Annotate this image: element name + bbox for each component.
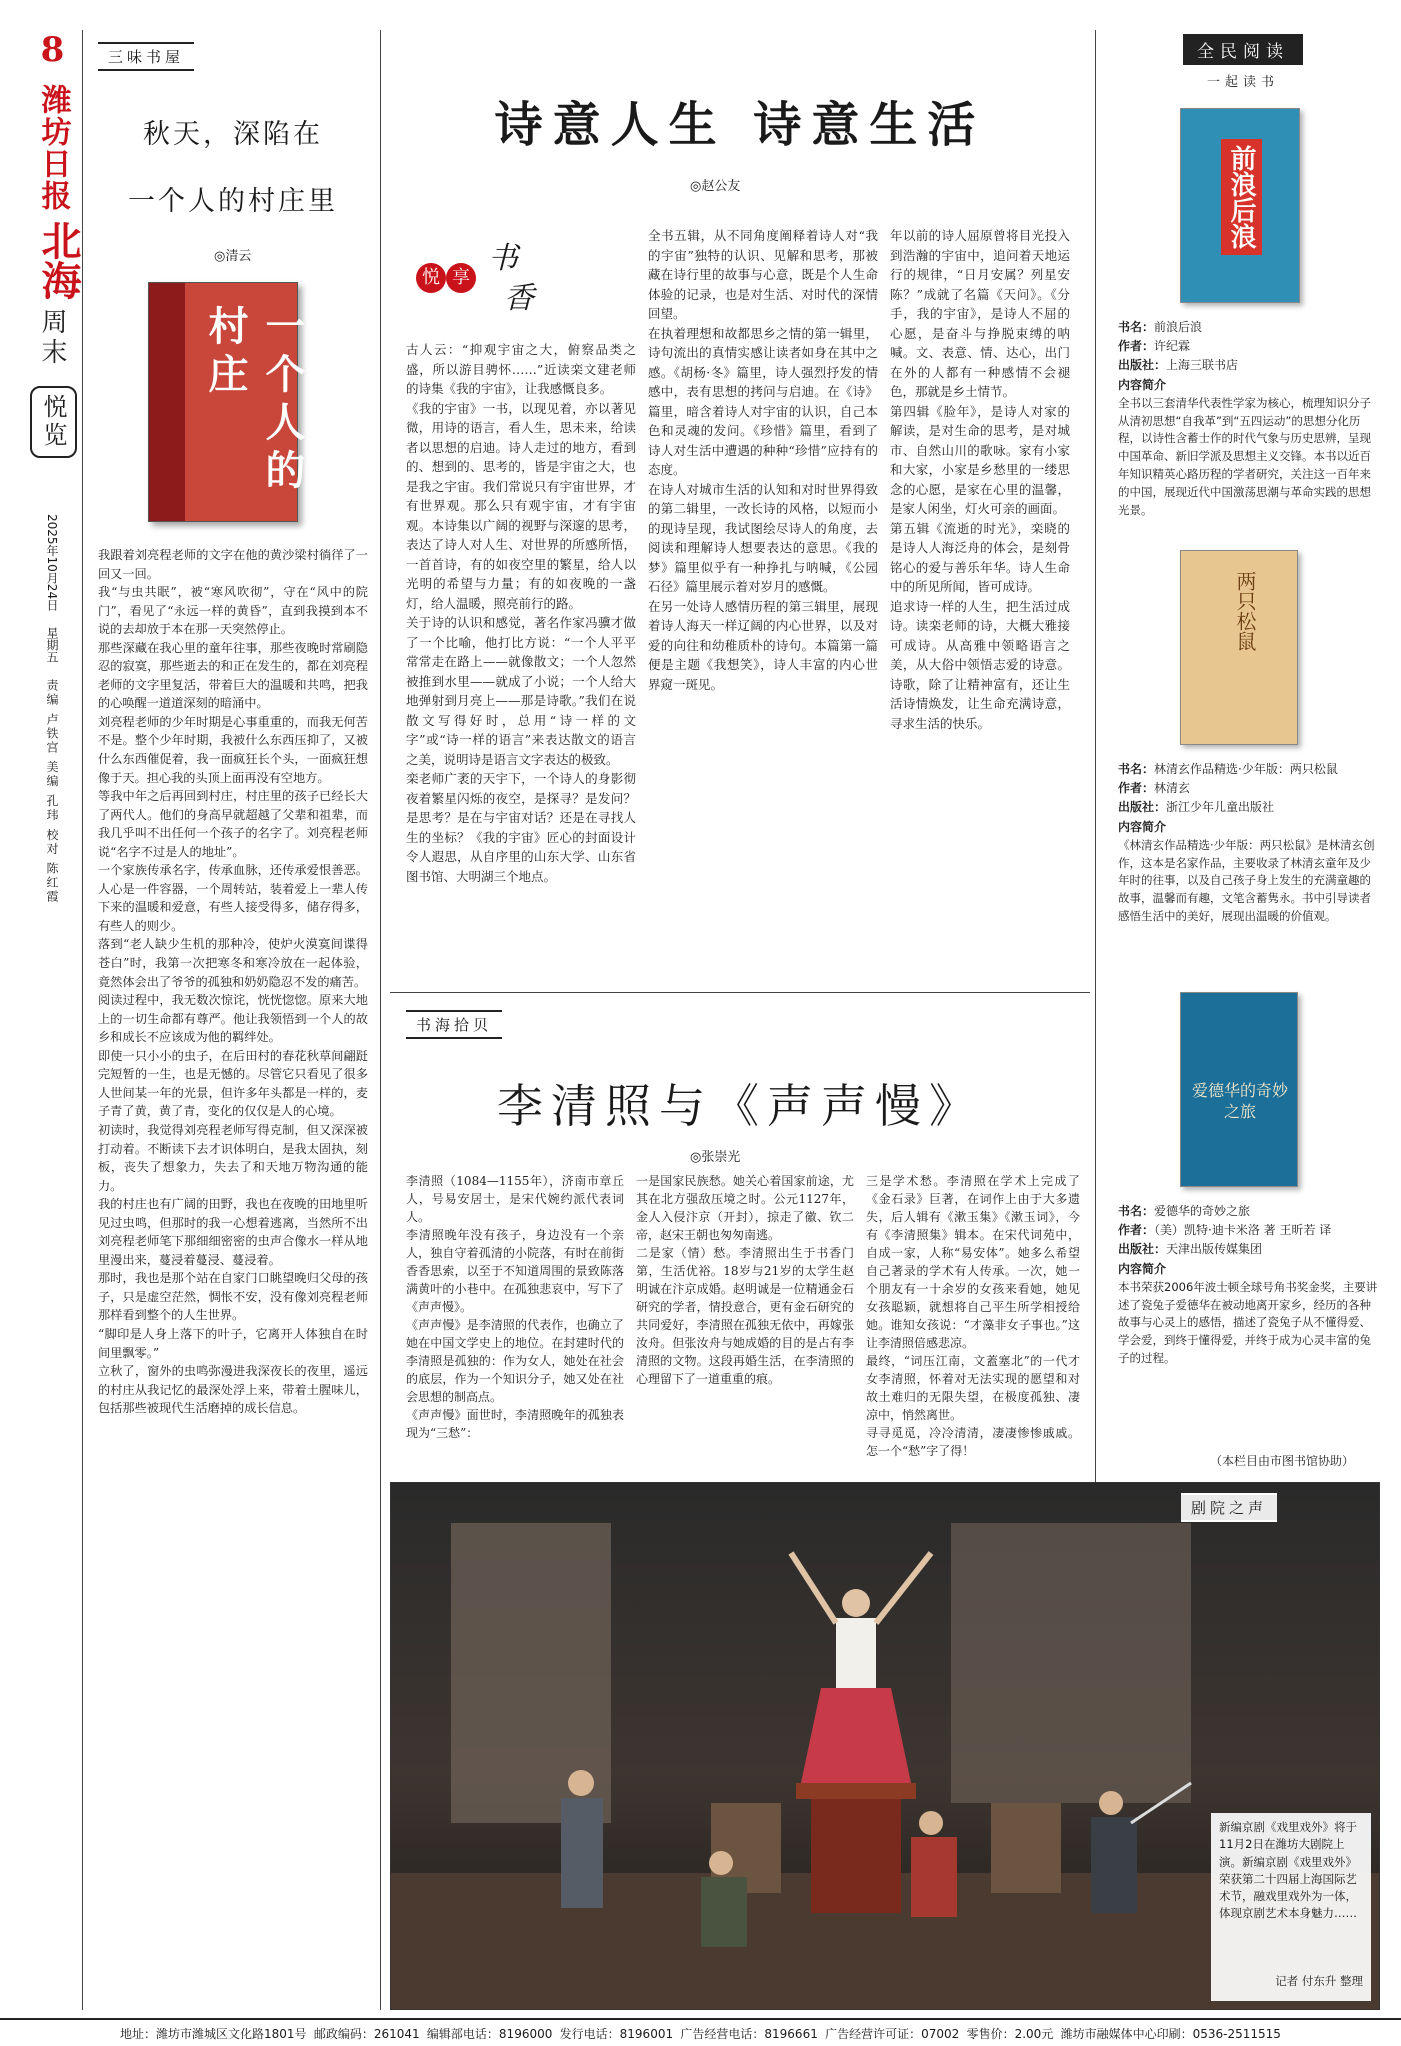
section-tag-sanwei: 三味书屋	[98, 42, 194, 71]
footer-address: 地址：潍坊市潍城区文化路1801号	[120, 2026, 307, 2041]
reading-column-credit: （本栏目由市图书馆协助）	[1210, 1454, 1355, 1468]
footer-editorial-phone: 编辑部电话：8196000	[426, 2026, 553, 2041]
theater-caption: 新编京剧《戏里戏外》将于11月2日在潍坊大剧院上演。新编京剧《戏里戏外》荣获第二十四届上海国际艺术节，融戏里戏外为一体，体现京剧艺术本身魅力……	[1219, 1820, 1357, 1921]
book-cover-image	[148, 282, 306, 522]
book-cover-qianlang: 前浪后浪	[1180, 108, 1300, 303]
footer-ad-phone: 广告经营电话：8196661	[680, 2026, 818, 2041]
supplement-small: 周末	[37, 308, 67, 368]
book-info-3: 书名：爱德华的奇妙之旅 作者：（美）凯特·迪卡米洛 著 王昕若 译 出版社：天津出版传媒集团 内容简介 本书荣获2006年波士顿全球号角书奖金奖，主要讲述了瓷兔子爱德华在被动地离开家乡，经历的各种故事与心灵上的感悟，描述了瓷兔子从不懂得爱、学会爱，到终于懂得爱，并终于成为心灵丰富的兔子的过程。	[1118, 1204, 1378, 1365]
main-article-author: ◎赵公友	[690, 179, 741, 194]
footer-printer: 潍坊市融媒体中心印刷：0536-2511515	[1060, 2026, 1281, 2041]
left-article-author: ◎清云	[214, 249, 252, 264]
stamp-char-4: 香	[504, 281, 534, 316]
issue-weekday: 星期五	[45, 627, 59, 664]
li-col-3: 三是学术愁。李清照在学术上完成了《金石录》巨著，在词作上由于大多遗失，后人辑有《漱玉集》《漱玉词》，今有《李清照集》辑本。在宋代词苑中，自成一家，人称“易安体”。她多么希望自己著录的学术有人传承。一次，她一个朋友有一十余岁的女孩来看她，她见女孩聪颖，就想将自己平生所学相授给她。谁知女孩说：“才藻非女子事也。”这让李清照倍感悲凉。 最终，“词压江南，文蓋塞北”的一代才女李清照，怀着对无法实现的愿望和对故土难归的无限失望，在极度孤独、凄凉中，悄然离世。 寻寻觅觅，冷冷清清，凄凄惨惨戚戚。怎一个“愁”字了得！	[866, 1174, 1080, 1458]
supplement-big: 北海	[35, 220, 82, 300]
main-col-3: 年以前的诗人屈原曾将目光投入到浩瀚的宇宙中，追问着天地运行的规律，“日月安属？列星安陈？”成就了名篇《天问》。《分手，我的宇宙》，是诗人不屈的心愿，是奋斗与挣脱束缚的呐喊。文、表意、情、达心，出门在外的人都有一种感情不会褪色，那就是乡土情节。 第四辑《脸年》，是诗人对家的解读，是对生命的思考，是对城市、自然山川的歌咏。家有小家和大家，小家是乡愁里的一缕思念的心愿，是家在心里的温馨，是家人闲坐，灯火可亲的画面。 第五辑《流逝的时光》，栾晓的是诗人人海泛舟的体会，是刻骨铭心的爱与善乐年华。诗人生命中的所见所闻，皆可成诗。 追求诗一样的人生，把生活过成诗。读栾老师的诗，大概大雅接可成诗。从高雅中领略语言之美，从大俗中领悟志爱的诗意。诗歌，除了让精神富有，还让生活诗情焕发，让生命充满诗意，寻求生活的快乐。	[890, 228, 1070, 731]
li-article-author: ◎张崇光	[690, 1150, 741, 1165]
editor-credits: 责编 卢铁宫 美编 孔玮 校对 陈红霞	[45, 679, 59, 905]
reading-column-header	[1108, 34, 1378, 90]
left-article-title: 秋天，深陷在 一个人的村庄里	[128, 119, 338, 217]
masthead	[30, 30, 82, 2010]
book-cover-title: 一个人的村庄	[202, 305, 306, 497]
issue-date: 2025年10月24日	[45, 514, 59, 612]
reading-column-title: 全民阅读	[1183, 34, 1303, 65]
page-footer	[0, 2018, 1401, 2046]
main-article-title: 诗意人生 诗意生活	[494, 97, 986, 153]
reading-column-subtitle: 一起读书	[1206, 75, 1279, 90]
book-info-1: 书名：前浪后浪 作者：许纪霖 出版社：上海三联书店 内容简介 全书以三套清华代表性学家为核心，梳理知识分子从清初思想“自我革”到“五四运动”的思想分化历程，以诗性含蓄士作的时代气象与历史思辨，呈现中国革命、新旧学派及思想主义交锋。本书以近百年知识精英心路历程的学者研究，关注这一百年来的中国，展现近代中国激荡思潮与革命实践的思想光景。	[1118, 320, 1371, 517]
theater-photo	[390, 1482, 1380, 2010]
section-tag-shuhai: 书海拾贝	[406, 1010, 502, 1039]
main-col-1: 古人云：“抑观宇宙之大，俯察品类之盛，所以游目骋怀……”近读栾文建老师的诗集《我的宇宙》，让我感慨良多。 《我的宇宙》一书，以现见着，亦以著见微，用诗的语言，看人生，思未来，给读者以思想的启迪。诗人走过的地方，看到的、想到的、思考的，皆是宇宙之大，也是我之宇宙。我们常说只有宇宙世界，才有世界观。那么只有观宇宙，才有宇宙观。本诗集以广阔的视野与深邃的思考，表达了诗人对人生、对世界的所感所悟，一首首诗，有的如夜空里的繁星，给人以光明的希望与力量；有的如夜晚的一盏灯，给人温暖，照亮前行的路。 关于诗的认识和感觉，著名作家冯骥才做了一个比喻，他打比方说：“一个人平平常常走在路上——就像散文；一个人忽然被推到水里——就成了小说；一个人给大地弹射到月亮上——那是诗歌。”我们在说散文写得好时，总用“诗一样的文字”或“诗一样的语言”来表达散文的语言之美，说明诗是语言文字表达的极致。 栾老师广袤的天宇下，一个诗人的身影彻夜着繁星闪烁的夜空，是探寻？是发问？是思考？是在与宇宙对话？还是在寻找人生的坐标？《我的宇宙》匠心的封面设计令人遐思，从自序里的山东大学、山东省图书馆、大明湖三个地点。	[406, 342, 636, 884]
footer-price: 零售价：2.00元	[966, 2026, 1054, 2041]
book-cover-aidehua: 爱德华的奇妙之旅	[1180, 992, 1298, 1187]
book-cover-liangzhisongshu: 两只松鼠	[1180, 550, 1298, 745]
li-col-1: 李清照（1084—1155年），济南市章丘人，号易安居士，是宋代婉约派代表词人。 李清照晚年没有孩子，身边没有一个亲人，独自守着孤清的小院落，有时在前街香香思索，以至于不知道周围的景致陈落满黄叶的小巷中。在孤独悲哀中，写下了《声声慢》。 《声声慢》是李清照的代表作，也确立了她在中国文学史上的地位。在封建时代的李清照是孤独的：作为女人，她处在社会的底层，作为一个知识分子，她又处在社会思想的制高点。 《声声慢》面世时，李清照晚年的孤独表现为“三愁”：	[406, 1174, 624, 1440]
li-article-title: 李清照与《声声慢》	[497, 1079, 983, 1133]
footer-postcode: 邮政编码：261041	[313, 2026, 420, 2041]
theater-caption-box	[1211, 1813, 1371, 2001]
theater-reporter: 记者 付东升 整理	[1275, 1974, 1363, 1988]
stamp-char-3: 书	[488, 241, 518, 276]
page-number: 8	[40, 30, 65, 70]
stamp-char-1: 悦	[416, 263, 446, 293]
li-col-2: 一是国家民族愁。她关心着国家前途，尤其在北方强敌压境之时。公元1127年，金人入侵汴京（开封），掠走了徽、钦二帝，赵宋王朝也匆匆南逃。 二是家（情）愁。李清照出生于书香门第，生活优裕。18岁与21岁的太学生赵明诚在汴京成婚。赵明诚是一位精通金石研究的学者，情投意合，更有金石研究的共同爱好，李清照在孤独无依中，再嫁张汝舟。但张汝舟与她成婚的目的是占有李清照的文物。这段再婚生活，在李清照的心理留下了一道重重的痕。	[636, 1174, 854, 1386]
stamp-char-2: 享	[446, 263, 476, 293]
section-tag-juyuan: 剧院之声	[1181, 1493, 1277, 1522]
yuexiang-stamp	[408, 225, 548, 330]
section-name: 悦览	[30, 386, 77, 458]
footer-distribution-phone: 发行电话：8196001	[559, 2026, 674, 2041]
main-col-2: 全书五辑，从不同角度阐释着诗人对“我的宇宙”独特的认识、见解和思考，那被藏在诗行里的故事与心意，既是个人生命体验的记录，也是对生活、对时代的深情回望。 在执着理想和故都思乡之情的第一辑里，诗句流出的真情实感让读者如身在其中之感。《胡杨·冬》篇里，诗人强烈抒发的情感中，表有思想的拷问与启迪。在《诗》篇里，暗含着诗人对宇宙的认识，自己本色和灵魂的发问。《珍惜》篇里，看到了诗人对生活中遭遇的种种“珍惜”应持有的态度。 在诗人对城市生活的认知和对时世界得致的第二辑里，一改长诗的风格，以短而小的现诗呈现，我试图绘尽诗人的角度，去阅读和理解诗人想要表达的意思。《我的梦》篇里似乎有一种挣扎与呐喊，《公园石径》篇里展示着对岁月的感慨。 在另一处诗人感情历程的第三辑里，展现着诗人海天一样辽阔的内心世界，以及对爱的向往和幼稚质朴的诗句。本篇第一篇便是主题《我想笑》，诗人丰富的内心世界窥一斑见。	[648, 228, 878, 692]
book-info-2: 书名：林清玄作品精选·少年版：两只松鼠 作者：林清玄 出版社：浙江少年儿童出版社 内容简介 《林清玄作品精选·少年版：两只松鼠》是林清玄创作，这本是名家作品，主要收录了林清玄童年及少年时的往事，以及自己孩子身上发生的充满童趣的故事，温馨而有趣，文笔含蓄隽永。书中引导读者感悟生活中的美好，展现出温暖的价值观。	[1118, 762, 1375, 923]
left-article-body: 我跟着刘亮程老师的文字在他的黄沙梁村徜徉了一回又一回。 我“与虫共眠”，被“寒风吹彻”，守在“风中的院门”，看见了“永远一样的黄昏”，直到我摸到本不说的去却放于本在那一天突然停止。 那些深藏在我心里的童年往事，那些夜晚时常刷隐忍的寂寞，那些逝去的和正在发生的，都在刘亮程老师的文字里复活，带着巨大的温暖和共鸣，把我的心唤醒一道道深刻的暗涌中。 刘亮程老师的少年时期是心事重重的，而我无何苦不是。整个少年时期，我被什么东西压抑了，又被什么东西催促着，我一面疯狂长个头，一面疯狂想像于天。担心我的头顶上面再没有空地方。 等我中年之后再回到村庄，村庄里的孩子已经长大了两代人。他们的身高早就超越了父辈和祖辈，而我几乎叫不出任何一个孩子的名字了。刘亮程老师说“名字不过是人的地址”。 一个家族传承名字，传承血脉，还传承爱恨善恶。人心是一件容器，一个周转站，装着爱上一辈人传下来的温暖和爱意，有些人接受得多，储存得多，有些人的则少。 落到“老人缺少生机的那种冷，使炉火漠寞间谍得苍白”时，我第一次把寒冬和寒冷放在一起体验，竟然体会出了爷爷的孤独和奶奶隐忍不发的痛苦。 阅读过程中，我无数次惊诧，恍恍惚惚。原来大地上的一切生命都有尊严。他让我领悟到一个人的故乡和成长不应该成为他的羁绊处。 即使一只小小的虫子，在后田村的春花秋草间翩跹完短暂的一生，也是无憾的。尽管它只看见了很多人世间某一年的光景，但许多年头都是一样的，麦子青了黄，黄了青，变化的仅仅是人的心境。 初读时，我觉得刘亮程老师写得克制，但又深深被打动着。不断读下去才识体明白，是我太固执，刻板，丧失了想象力，失去了和天地万物沟通的能力。 我的村庄也有广阔的田野，我也在夜晚的田地里听见过虫鸣，但那时的我一心想着逃离，当然所不出刘亮程老师笔下那细细密密的虫声合像水一样从地里漫出来，蔓浸着蔓浸、蔓浸着。 那时，我也是那个站在自家门口眺望晚归父母的孩子，只是虚空茫然，惆怅不安，没有像刘亮程老师那样看到整个的人生世界。 “脚印是人身上落下的叶子，它离开人体独自在时间里飘零。” 立秋了，窗外的虫鸣弥漫进我深夜长的夜里，遥远的村庄从我记忆的最深处浮上来，带着土腥味儿，包括那些被现代生活磨掉的成长信息。	[98, 548, 368, 1416]
footer-ad-license: 广告经营许可证：07002	[825, 2026, 960, 2041]
paper-name: 潍坊日报	[35, 84, 71, 212]
